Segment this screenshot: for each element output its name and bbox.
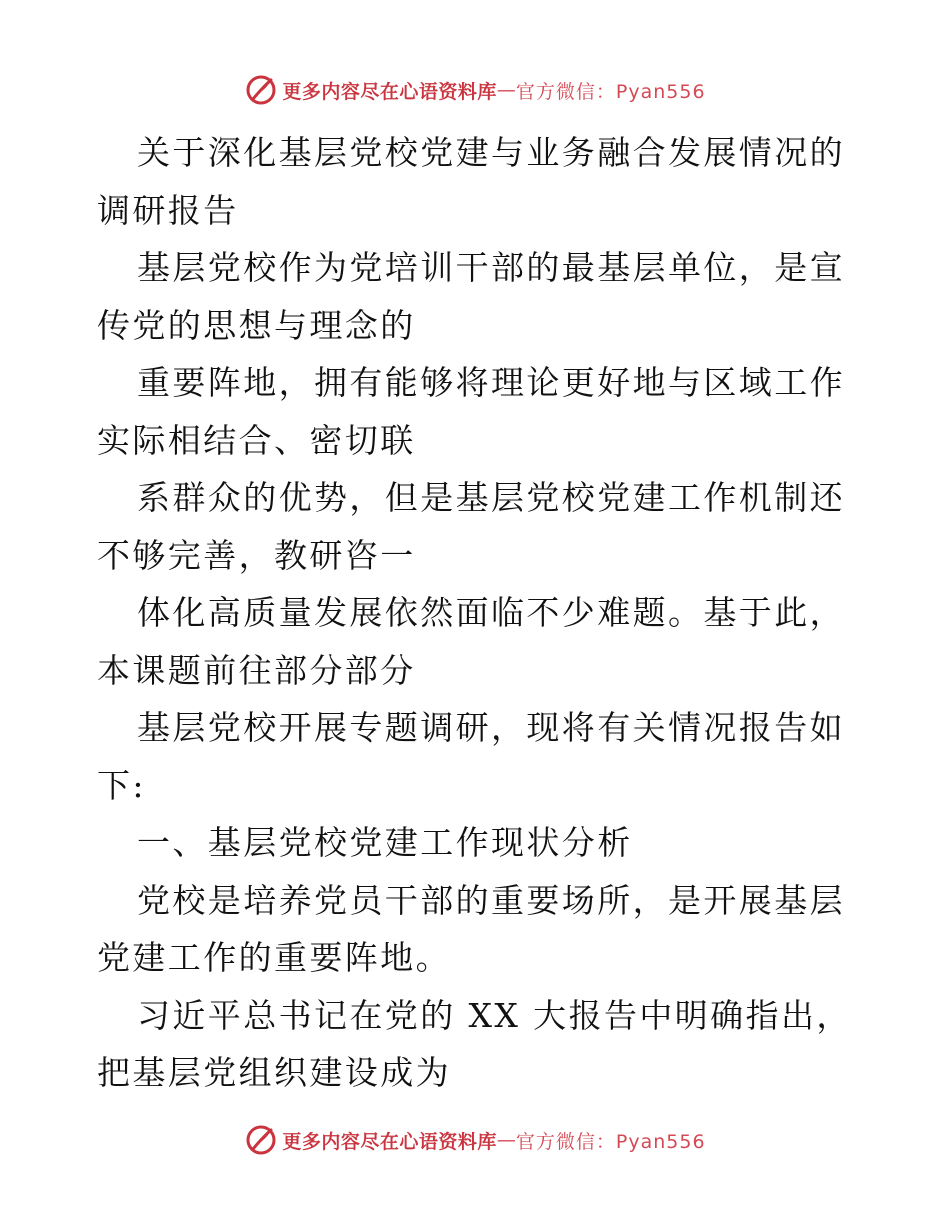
- watermark-dash: —: [496, 1129, 516, 1151]
- watermark-lead-text: 更多内容尽在心语资料库: [282, 80, 497, 103]
- quill-logo-icon: [244, 1123, 278, 1157]
- watermark-wechat-text: 官方微信：Pyan556: [515, 80, 706, 103]
- paragraph: 体化高质量发展依然面临不少难题。基于此，本课题前往部分部分: [97, 593, 845, 690]
- paragraph: 系群众的优势，但是基层党校党建工作机制还不够完善，教研咨一: [97, 478, 845, 575]
- paragraph: 基层党校开展专题调研，现将有关情况报告如下:: [97, 708, 845, 805]
- watermark-wechat-text: 官方微信：Pyan556: [515, 1130, 706, 1153]
- paragraph: 党校是培养党员干部的重要场所，是开展基层党建工作的重要阵地。: [97, 880, 845, 977]
- document-title: 关于深化基层党校党建与业务融合发展情况的调研报告: [97, 133, 845, 230]
- paragraph: 基层党校作为党培训干部的最基层单位，是宣传党的思想与理念的: [97, 248, 845, 345]
- watermark-lead-text: 更多内容尽在心语资料库: [282, 1130, 497, 1153]
- document-body: [97, 124, 857, 1102]
- quill-logo-icon: [244, 73, 278, 107]
- watermark-footer: [0, 1118, 950, 1162]
- paragraph: 习近平总书记在党的 XX 大报告中明确指出，把基层党组织建设成为: [97, 995, 852, 1092]
- watermark-header: [0, 68, 950, 112]
- paragraph: 重要阵地，拥有能够将理论更好地与区域工作实际相结合、密切联: [97, 363, 845, 460]
- section-heading: 一、基层党校党建工作现状分析: [137, 823, 633, 862]
- watermark-dash: —: [496, 79, 516, 101]
